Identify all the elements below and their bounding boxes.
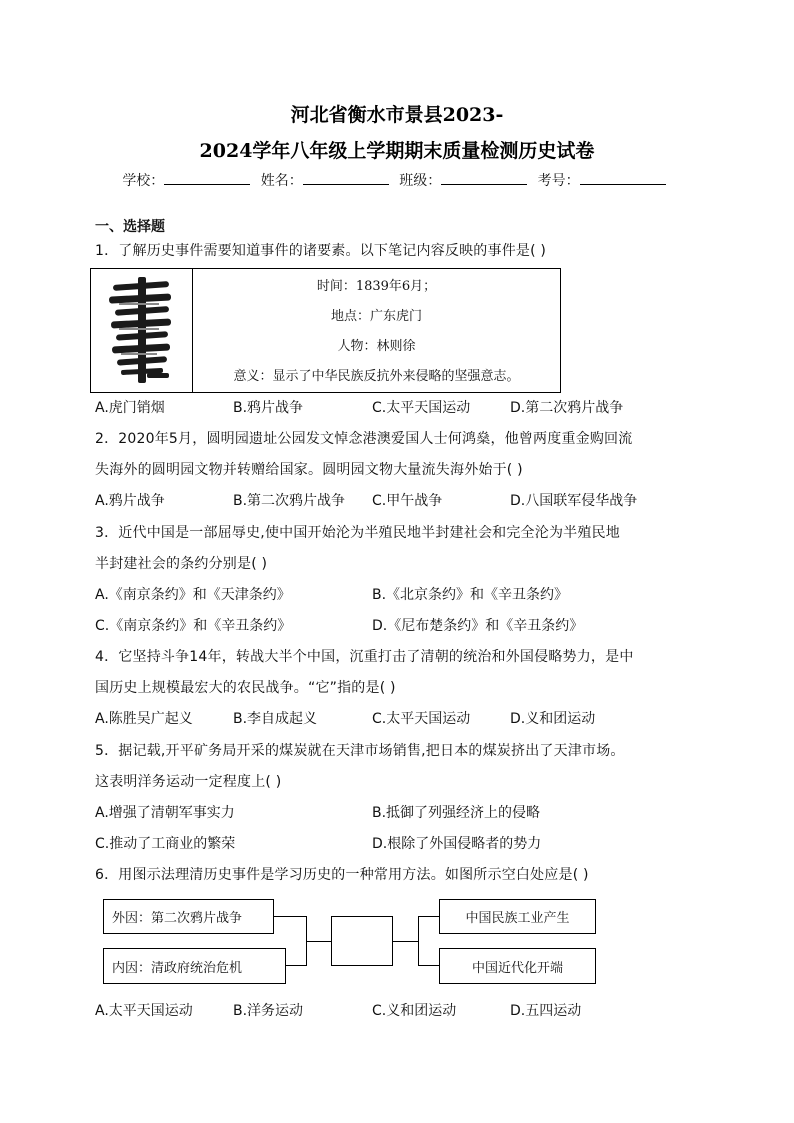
q3-option-b[interactable]: B.《北京条约》和《辛丑条约》 bbox=[372, 587, 569, 603]
section-heading: 一、选择题 bbox=[95, 219, 165, 235]
q4-option-d[interactable]: D.义和团运动 bbox=[510, 711, 596, 727]
q1-note-box bbox=[90, 268, 561, 393]
q1-option-d[interactable]: D.第二次鸦片战争 bbox=[510, 400, 624, 416]
q5-option-a[interactable]: A.增强了清朝军事实力 bbox=[95, 805, 235, 821]
q1-note-meaning: 意义：显示了中华民族反抗外来侵略的坚强意志。 bbox=[233, 369, 520, 384]
q6-box-internal-cause: 内因：清政府统治危机 bbox=[103, 948, 286, 984]
q3-stem-line-1: 3．近代中国是一部屈辱史,使中国开始沦为半殖民地半封建社会和完全沦为半殖民地 bbox=[95, 525, 620, 541]
q6-option-a[interactable]: A.太平天国运动 bbox=[95, 1003, 193, 1019]
q1-option-c[interactable]: C.太平天国运动 bbox=[372, 400, 471, 416]
exam-title-line-2: 2024学年八年级上学期期末质量检测历史试卷 bbox=[199, 140, 595, 162]
q6-connector-line bbox=[274, 916, 307, 917]
q6-option-c[interactable]: C.义和团运动 bbox=[372, 1003, 457, 1019]
q6-option-b[interactable]: B.洋务运动 bbox=[233, 1003, 304, 1019]
name-label: 姓名： bbox=[260, 173, 303, 189]
q6-box-national-industry: 中国民族工业产生 bbox=[439, 899, 596, 934]
exam-title-line-1: 河北省衡水市景县2023- bbox=[290, 104, 504, 126]
class-blank[interactable] bbox=[441, 172, 527, 185]
q3-option-a[interactable]: A.《南京条约》和《天津条约》 bbox=[95, 587, 291, 603]
q6-box-external-cause: 外因：第二次鸦片战争 bbox=[103, 899, 274, 934]
q6-connector-line bbox=[306, 941, 331, 942]
q6-connector-line bbox=[286, 965, 307, 966]
q6-connector-line bbox=[418, 916, 419, 966]
exam-number-label: 考号： bbox=[537, 173, 580, 189]
q1-note-person: 人物：林则徐 bbox=[337, 339, 416, 354]
q5-stem-line-2: 这表明洋务运动一定程度上( ) bbox=[95, 774, 282, 790]
q6-option-d[interactable]: D.五四运动 bbox=[510, 1003, 582, 1019]
q4-stem-line-1: 4．它坚持斗争14年，转战大半个中国，沉重打击了清朝的统治和外国侵略势力，是中 bbox=[95, 649, 634, 665]
q6-stem: 6．用图示法理清历史事件是学习历史的一种常用方法。如图所示空白处应是( ) bbox=[95, 867, 589, 883]
q2-option-b[interactable]: B.第二次鸦片战争 bbox=[233, 493, 346, 509]
q4-option-b[interactable]: B.李自成起义 bbox=[233, 711, 318, 727]
name-blank[interactable] bbox=[303, 172, 389, 185]
q5-option-c[interactable]: C.推动了工商业的繁荣 bbox=[95, 836, 236, 852]
student-info-row bbox=[0, 170, 794, 190]
q1-note-image bbox=[91, 269, 193, 392]
q5-option-b[interactable]: B.抵御了列强经济上的侵略 bbox=[372, 805, 541, 821]
q2-option-d[interactable]: D.八国联军侵华战争 bbox=[510, 493, 638, 509]
q3-option-c[interactable]: C.《南京条约》和《辛丑条约》 bbox=[95, 618, 292, 634]
q4-stem-line-2: 国历史上规模最宏大的农民战争。“它”指的是( ) bbox=[95, 680, 396, 696]
q6-box-modernization-start: 中国近代化开端 bbox=[439, 948, 596, 984]
q2-option-c[interactable]: C.甲午战争 bbox=[372, 493, 443, 509]
q4-option-c[interactable]: C.太平天国运动 bbox=[372, 711, 471, 727]
q4-option-a[interactable]: A.陈胜吴广起义 bbox=[95, 711, 193, 727]
q1-option-a[interactable]: A.虎门销烟 bbox=[95, 400, 165, 416]
q2-stem-line-1: 2．2020年5月，圆明园遗址公园发文悼念港澳爱国人士何鸿燊，他曾两度重金购回流 bbox=[95, 431, 633, 447]
q5-option-d[interactable]: D.根除了外国侵略者的势力 bbox=[372, 836, 542, 852]
q2-stem-line-2: 失海外的圆明园文物并转赠给国家。圆明园文物大量流失海外始于( ) bbox=[95, 462, 523, 478]
chinese-character-illustration-icon bbox=[91, 269, 191, 391]
q1-option-b[interactable]: B.鸦片战争 bbox=[233, 400, 304, 416]
q6-connector-line bbox=[418, 965, 439, 966]
q1-stem: 1．了解历史事件需要知道事件的诸要素。以下笔记内容反映的事件是( ) bbox=[95, 243, 547, 259]
q6-connector-line bbox=[418, 916, 439, 917]
q1-note-time: 时间：1839年6月； bbox=[316, 279, 437, 294]
q5-stem-line-1: 5．据记载,开平矿务局开采的煤炭就在天津市场销售,把日本的煤炭挤出了天津市场。 bbox=[95, 743, 625, 759]
q3-option-d[interactable]: D.《尼布楚条约》和《辛丑条约》 bbox=[372, 618, 584, 634]
q6-blank-box bbox=[331, 916, 393, 966]
school-label: 学校： bbox=[122, 173, 165, 189]
q1-note-place: 地点：广东虎门 bbox=[330, 309, 422, 324]
q6-connector-line bbox=[393, 941, 418, 942]
q3-stem-line-2: 半封建社会的条约分别是( ) bbox=[95, 556, 268, 572]
school-blank[interactable] bbox=[164, 172, 250, 185]
q2-option-a[interactable]: A.鸦片战争 bbox=[95, 493, 165, 509]
class-label: 班级： bbox=[399, 173, 442, 189]
exam-number-blank[interactable] bbox=[580, 172, 666, 185]
